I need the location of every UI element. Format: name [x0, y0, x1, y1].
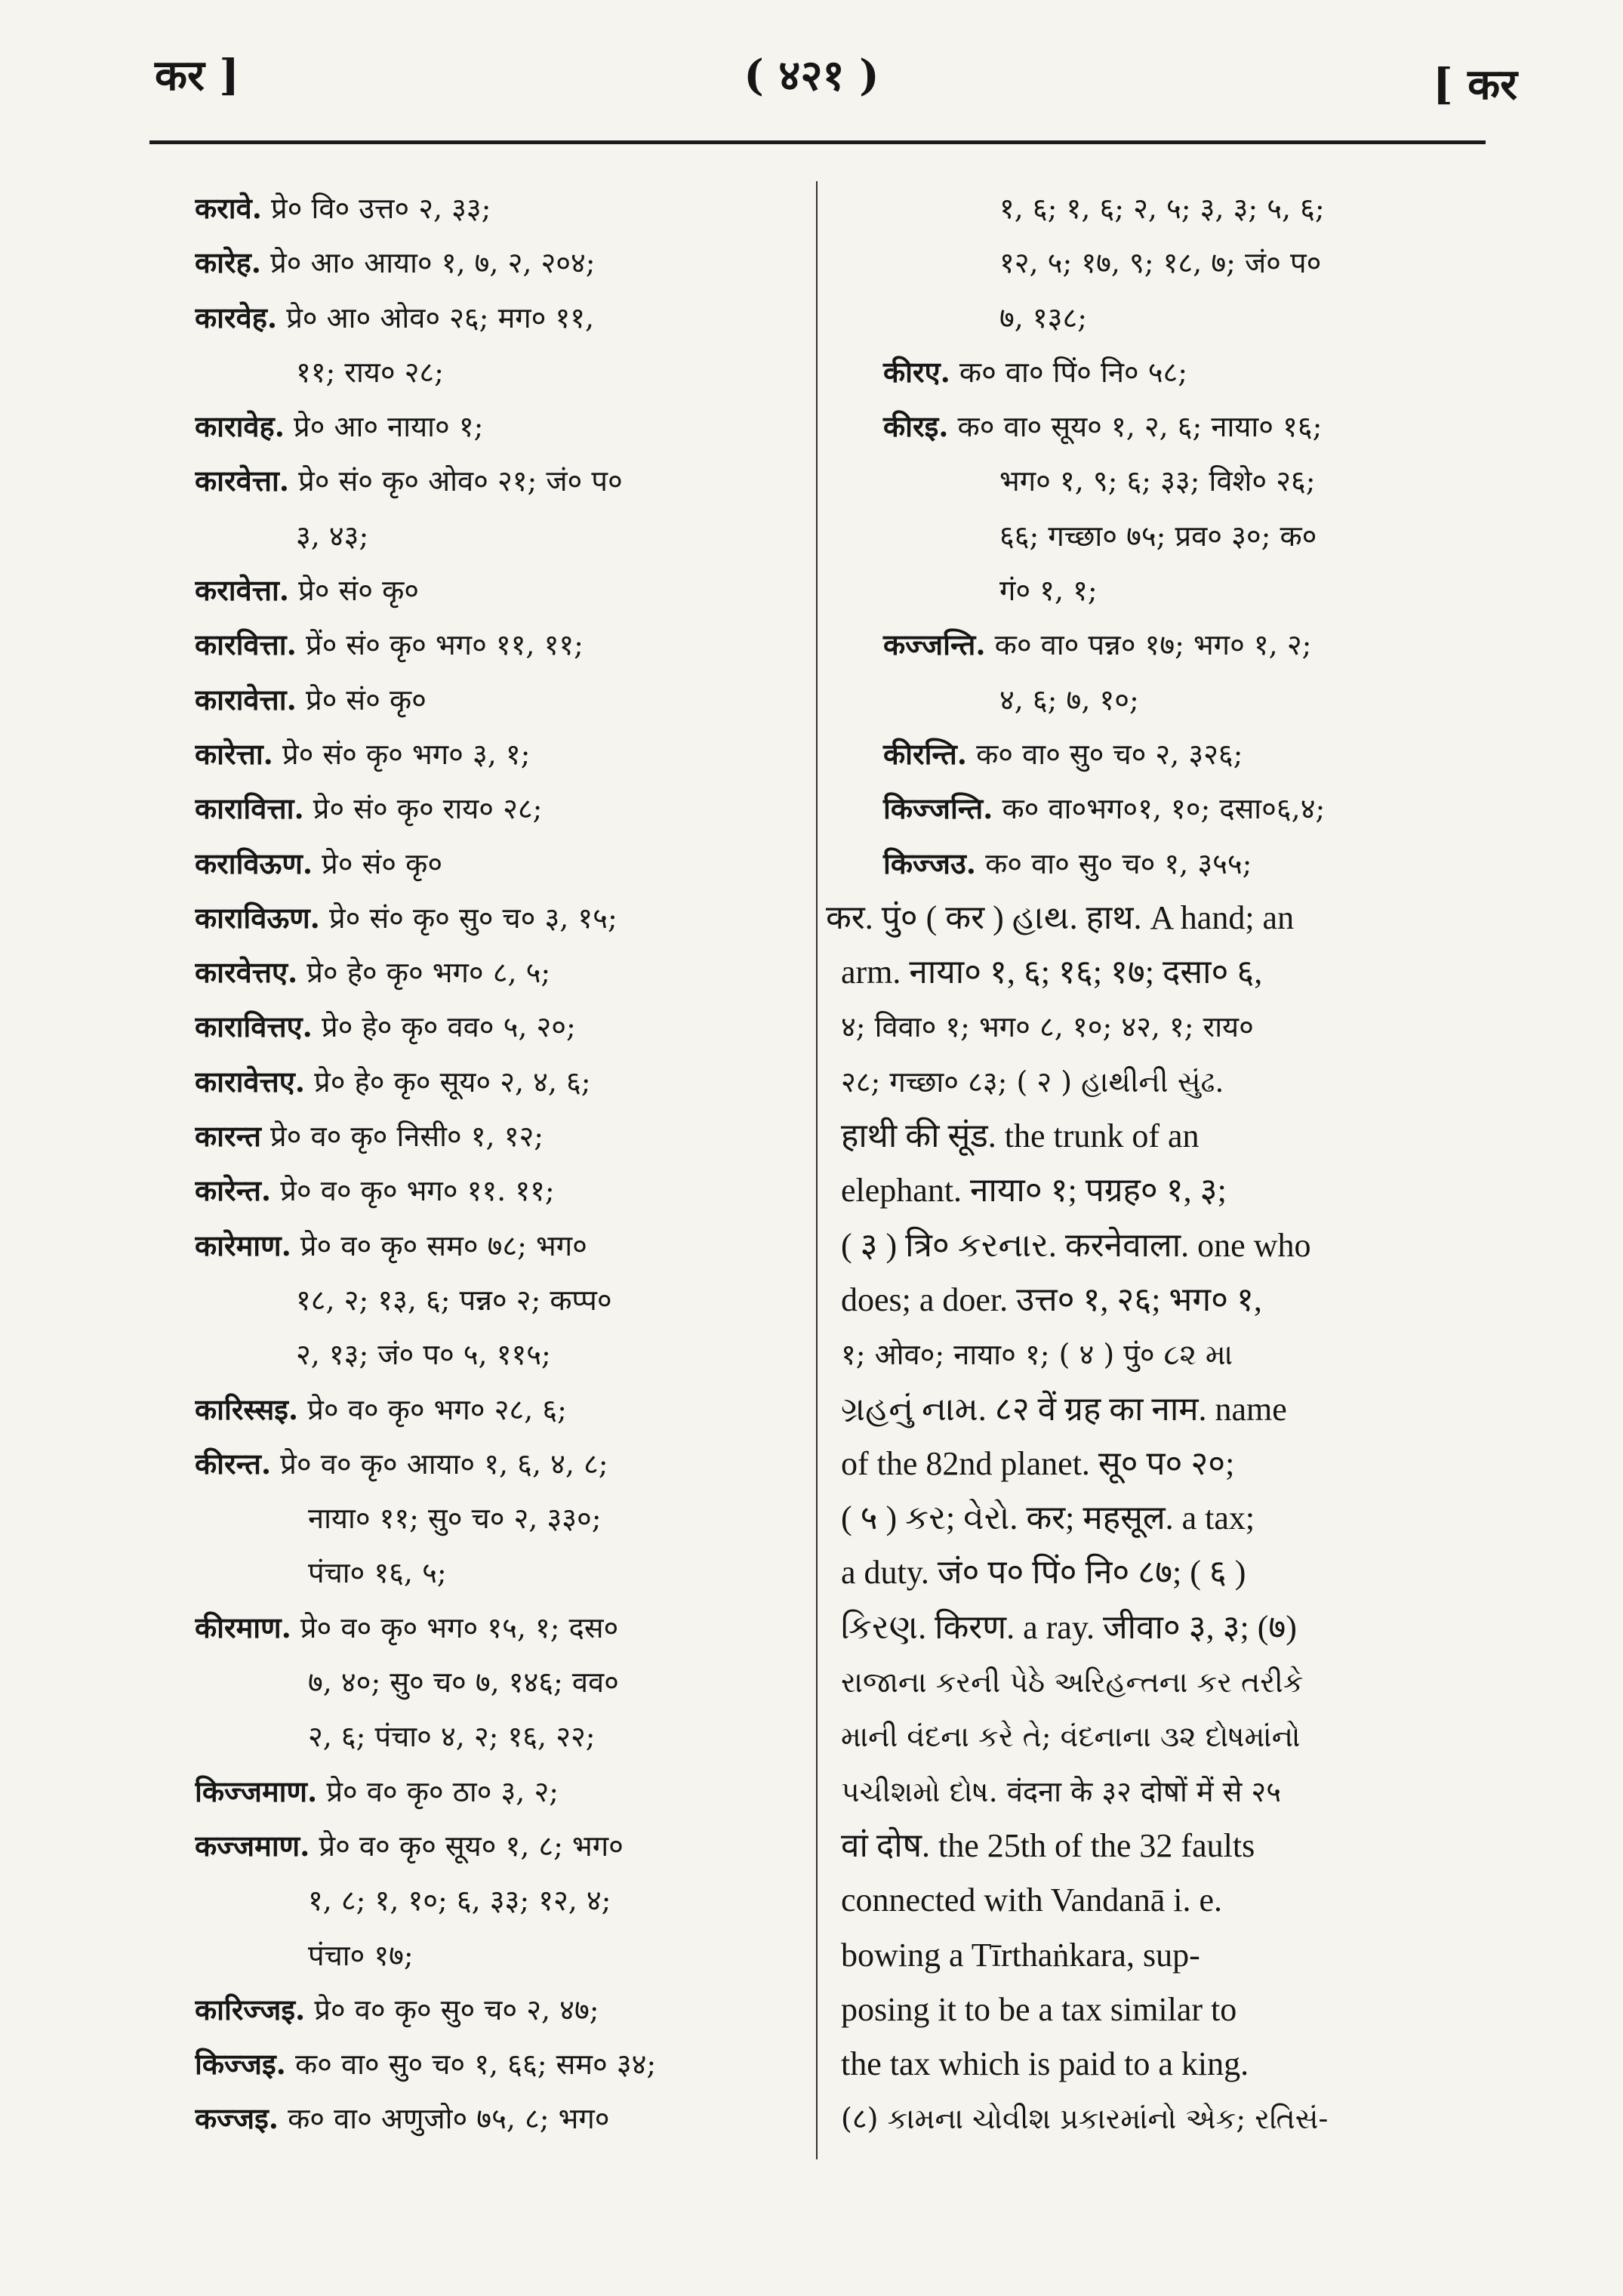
- main-entry-kar: [826, 891, 1461, 2147]
- entry-text: રાજાના કરની પેઠે અરિહન્તના કર તરીકે: [841, 1666, 1304, 1700]
- entry-text: ३, ४३;: [296, 519, 369, 553]
- entry-line: [195, 673, 791, 727]
- main-entry-line: [841, 1819, 1461, 1873]
- entry-text: ४, ६; ७, १०;: [999, 683, 1139, 717]
- entry-text: गं० १, १;: [999, 574, 1098, 608]
- entry-line: [841, 399, 1461, 454]
- main-entry-line: [841, 1546, 1461, 1600]
- main-entry-line: [841, 1983, 1461, 2037]
- headword: कारेन्त.: [195, 1173, 272, 1208]
- headword: कारावेह.: [195, 409, 285, 444]
- main-entry-line: [841, 1437, 1461, 1491]
- entry-text: of the 82nd planet. सू० प० २०;: [841, 1444, 1235, 1482]
- entry-line: [195, 2091, 791, 2146]
- headword: कराविऊण.: [195, 846, 313, 880]
- main-entry-line: [841, 1055, 1461, 1109]
- headword: कीरमाण.: [195, 1610, 291, 1644]
- headword: किज्जइ.: [195, 2047, 286, 2082]
- entry-text: प्रे० हे० कृ० वव० ५, २०;: [312, 1010, 576, 1044]
- entry-text: पंचा० १७;: [308, 1938, 414, 1972]
- headword: कीरए.: [883, 354, 950, 389]
- continuation-line: [841, 454, 1461, 508]
- headword: करावेत्ता.: [195, 573, 290, 608]
- headword: कज्जमाण.: [195, 1828, 310, 1863]
- right-column: [826, 181, 1461, 2147]
- main-entry-line: [841, 1382, 1461, 1437]
- entry-line: [195, 1382, 791, 1437]
- entry-text: प्रे० सं० कृ० भग० ३, १;: [273, 737, 531, 771]
- entry-text: a duty. जं० प० पिं० नि० ८७; ( ६ ): [841, 1554, 1246, 1592]
- main-entry-line: [841, 1327, 1461, 1382]
- entry-text: क० वा० सु० च० १, ३५५;: [976, 846, 1252, 880]
- main-entry-line: [841, 1219, 1461, 1273]
- main-entry-line: [841, 945, 1461, 1000]
- entry-line: [195, 399, 791, 454]
- main-entry-line: [841, 1873, 1461, 1928]
- headword: कारिस्सइ.: [195, 1391, 299, 1426]
- entry-text: क० वा०भग०१, १०; दसा०६,४;: [993, 792, 1326, 826]
- entry-text: १, ६; १, ६; २, ५; ३, ३; ५, ६;: [999, 192, 1325, 225]
- entry-text: ७, १३८;: [999, 300, 1088, 334]
- main-entry-headline: [826, 891, 1461, 945]
- continuation-line: [195, 1709, 791, 1764]
- entry-text: ( ३ ) त्रि० કરનાર. करनेवाला. one who: [841, 1226, 1311, 1264]
- entry-line: [195, 618, 791, 672]
- main-entry-line: [841, 2091, 1461, 2146]
- headword: काराविऊण.: [195, 900, 320, 935]
- entry-text: प्रे० व० कृ० निसी० १, १२;: [260, 1120, 544, 1154]
- headword: कारिज्जइ.: [195, 1992, 306, 2026]
- entry-text: क० वा० पन्न० १७; भग० १, २;: [985, 628, 1312, 662]
- entry-text: क० वा० सु० च० १, ६६; सम० ३४;: [285, 2048, 657, 2082]
- entry-text: २, ६; पंचा० ४, २; १६, २२;: [308, 1720, 596, 1754]
- running-head-right: [ कर: [1433, 60, 1517, 109]
- headword: कज्जइ.: [195, 2101, 279, 2136]
- headword: किज्जउ.: [883, 846, 977, 880]
- entry-line: [195, 781, 791, 836]
- main-entry-line: [841, 1273, 1461, 1327]
- continuation-line: [841, 236, 1461, 290]
- headword: कारेमाण.: [195, 1228, 291, 1262]
- entry-text: २८; गच्छा० ८३; ( २ ) હાથીની સુંઢ.: [841, 1065, 1224, 1099]
- entry-text: માની વંદના કરે તે; વંદનાના ૩૨ દોષમાંનો: [841, 1720, 1301, 1754]
- entry-text: ( ५ ) કર; વેરો. कर; महसूल. a tax;: [841, 1499, 1255, 1537]
- entry-line: [195, 1055, 791, 1109]
- entry-text: प्रे० व० कृ० सूय० १, ८; भग०: [310, 1829, 624, 1863]
- entry-text: प्रे० हे० कृ० भग० ८, ५;: [297, 956, 551, 990]
- running-head-left: कर ]: [155, 51, 239, 100]
- continuation-line: [841, 291, 1461, 345]
- entry-line: [195, 1601, 791, 1655]
- continuation-line: [195, 1491, 791, 1546]
- continuation-line: [841, 181, 1461, 236]
- entry-line: [195, 563, 791, 618]
- entry-line: [195, 1109, 791, 1163]
- entry-text: नाया० ११; सु० च० २, ३३०;: [308, 1502, 602, 1536]
- headword: कारावेत्ता.: [195, 682, 297, 717]
- entry-text: हाथी की सूंड. the trunk of an: [841, 1117, 1200, 1155]
- entry-text: प्रे० व० कृ० भग० ११. ११;: [271, 1174, 555, 1208]
- entry-text: (८) કામના ચોવીશ પ્રકારમાંનો એક; રતિસં-: [841, 2102, 1329, 2136]
- entry-text: प्रे० व० कृ० आया० १, ६, ४, ८;: [271, 1447, 608, 1481]
- main-entry-line: [841, 1928, 1461, 1983]
- continuation-line: [195, 1655, 791, 1709]
- entry-line: [841, 618, 1461, 672]
- entry-text: प्रे० सं० कृ०: [289, 574, 420, 608]
- column-divider: [816, 181, 818, 2159]
- headword: किज्जन्ति.: [883, 791, 993, 826]
- entry-line: [195, 1219, 791, 1273]
- entry-text: કિરણ. किरण. a ray. जीवा० ३, ३; (७): [841, 1608, 1297, 1646]
- entry-text: पंचा० १६, ५;: [308, 1556, 447, 1590]
- entry-text: प्रें० सं० कृ० भग० ११, ११;: [296, 628, 584, 662]
- main-entry-line: [841, 1109, 1461, 1163]
- entry-text: ગ્રહનું નામ. ८२ वें ग्रह का नाम. name: [841, 1390, 1287, 1428]
- continuation-line: [195, 1327, 791, 1382]
- entry-text: १, ८; १, १०; ६, ३३; १२, ४;: [308, 1884, 611, 1918]
- entry-text: ६६; गच्छा० ७५; प्रव० ३०; क०: [999, 519, 1317, 553]
- entry-text: प्रे० आ० आया० १, ७, २, २०४;: [260, 246, 596, 280]
- entry-text: प्रे० व० कृ० भग० २८, ६;: [298, 1392, 567, 1426]
- entry-text: प्रे० व० कृ० ठा० ३, २;: [317, 1774, 559, 1808]
- entry-text: क० वा० सूय० १, २, ६; नाया० १६;: [948, 410, 1323, 444]
- headword: कारन्त: [195, 1119, 261, 1154]
- main-entry-line: [841, 1709, 1461, 1764]
- headword: कारवित्ता.: [195, 627, 297, 662]
- entry-text: પચીશમો દોષ. वंदना के ३२ दोषों में से २५: [841, 1774, 1281, 1808]
- entry-text: प्रे० वि० उत्त० २, ३३;: [261, 192, 491, 225]
- headword: कारावेत्तए.: [195, 1064, 306, 1099]
- entry-line: [195, 2037, 791, 2091]
- continuation-line: [195, 1273, 791, 1327]
- entry-line: [841, 727, 1461, 781]
- entry-text: प्रे० हे० कृ० सूय० २, ४, ६;: [305, 1065, 591, 1099]
- main-entry-line: [841, 1764, 1461, 1819]
- headword: कीरन्ति.: [883, 736, 968, 771]
- main-entry-line: [841, 1000, 1461, 1054]
- entry-line: [195, 1764, 791, 1819]
- left-column: [195, 181, 791, 2147]
- main-entry-line: [841, 1655, 1461, 1709]
- entry-line: [195, 1000, 791, 1054]
- entry-text: १२, ५; १७, ९; १८, ७; जं० प०: [999, 246, 1322, 280]
- entry-text: क० वा० अणुजो० ७५, ८; भग०: [279, 2102, 610, 2136]
- entry-line: [195, 945, 791, 1000]
- entry-text: ७, ४०; सु० च० ७, १४६; वव०: [308, 1666, 619, 1700]
- main-entry-line: [841, 1163, 1461, 1218]
- continuation-line: [195, 345, 791, 399]
- entry-text: posing it to be a tax similar to: [841, 1990, 1237, 2028]
- entry-text: २, १३; जं० प० ५, ११५;: [296, 1338, 551, 1372]
- headword: कारेत्ता.: [195, 736, 273, 771]
- entry-text: प्रे० व० कृ० भग० १५, १; दस०: [291, 1610, 619, 1644]
- continuation-line: [195, 1928, 791, 1983]
- entry-text: प्रे० आ० ओव० २६; मग० ११,: [277, 300, 595, 334]
- headword: कारावित्तए.: [195, 1009, 313, 1044]
- main-entry-line: [841, 2037, 1461, 2091]
- entry-text: bowing a Tīrthaṅkara, sup-: [841, 1936, 1200, 1974]
- entry-line: [841, 837, 1461, 891]
- entry-text: क० वा० सु० च० २, ३२६;: [967, 737, 1243, 771]
- continuation-line: [841, 563, 1461, 618]
- continuation-line: [841, 509, 1461, 563]
- right-column-subentries: [841, 181, 1461, 891]
- main-entry-line: [841, 1601, 1461, 1655]
- page-number: ( ४२१ ): [744, 51, 879, 100]
- headword: कारवेत्ता.: [195, 464, 290, 498]
- entry-text: कर. पुं० ( कर ) હાથ. हाथ. A hand; an: [826, 898, 1295, 936]
- entry-line: [195, 727, 791, 781]
- entry-text: प्रे० सं० कृ० ओव० २१; जं० प०: [289, 464, 623, 498]
- entry-text: प्रे० सं० कृ०: [313, 846, 443, 880]
- continuation-line: [195, 1873, 791, 1928]
- headword: कीरन्त.: [195, 1446, 272, 1481]
- entry-line: [195, 236, 791, 290]
- entry-text: १; ओव०; नाया० १; ( ४ ) पुं० ૮૨ મા: [841, 1338, 1233, 1372]
- entry-line: [195, 454, 791, 508]
- entry-text: प्रे० सं० कृ०: [296, 683, 427, 717]
- header-rule: [149, 140, 1486, 144]
- entry-text: भग० १, ९; ६; ३३; विशे० २६;: [999, 464, 1316, 498]
- entry-line: [195, 891, 791, 945]
- entry-text: प्रे० आ० नाया० १;: [284, 410, 484, 444]
- entry-text: ४; विवा० १; भग० ८, १०; ४२, १; राय०: [841, 1010, 1254, 1044]
- headword: किज्जमाण.: [195, 1774, 318, 1808]
- entry-text: connected with Vandanā i. e.: [841, 1881, 1223, 1919]
- entry-line: [195, 1819, 791, 1873]
- continuation-line: [195, 509, 791, 563]
- entry-text: १८, २; १३, ६; पन्न० २; कप्प०: [296, 1283, 612, 1317]
- entry-text: elephant. नाया० १; पग्रह० १, ३;: [841, 1172, 1227, 1210]
- entry-text: प्रे० सं० कृ० सु० च० ३, १५;: [319, 901, 617, 935]
- headword: कारवेह.: [195, 300, 278, 334]
- entry-text: the tax which is paid to a king.: [841, 2045, 1249, 2083]
- entry-line: [195, 291, 791, 345]
- entry-text: प्रे० व० कृ० सु० च० २, ४७;: [305, 1992, 599, 2026]
- entry-text: वां दोष. the 25th of the 32 faults: [841, 1826, 1255, 1864]
- headword: कारेह.: [195, 245, 261, 280]
- headword: कारावित्ता.: [195, 791, 304, 826]
- entry-line: [195, 181, 791, 236]
- entry-text: प्रे० सं० कृ० राय० २८;: [303, 792, 543, 826]
- continuation-line: [195, 1546, 791, 1600]
- entry-line: [195, 1163, 791, 1218]
- entry-text: does; a doer. उत्त० १, २६; भग० १,: [841, 1281, 1262, 1318]
- continuation-line: [841, 673, 1461, 727]
- entry-text: क० वा० पिं० नि० ५८;: [950, 355, 1188, 389]
- headword: कारवेत्तए.: [195, 955, 298, 990]
- main-entry-line: [841, 1491, 1461, 1546]
- entry-text: arm. नाया० १, ६; १६; १७; दसा० ६,: [841, 954, 1263, 991]
- headword: करावे.: [195, 191, 262, 225]
- entry-line: [195, 1437, 791, 1491]
- entry-line: [841, 345, 1461, 399]
- headword: कीरइ.: [883, 409, 949, 444]
- entry-line: [195, 1983, 791, 2037]
- headword: कज्जन्ति.: [883, 627, 986, 662]
- entry-line: [841, 781, 1461, 836]
- entry-text: ११; राय० २८;: [296, 355, 444, 389]
- entry-line: [195, 837, 791, 891]
- entry-text: प्रे० व० कृ० सम० ७८; भग०: [291, 1228, 587, 1262]
